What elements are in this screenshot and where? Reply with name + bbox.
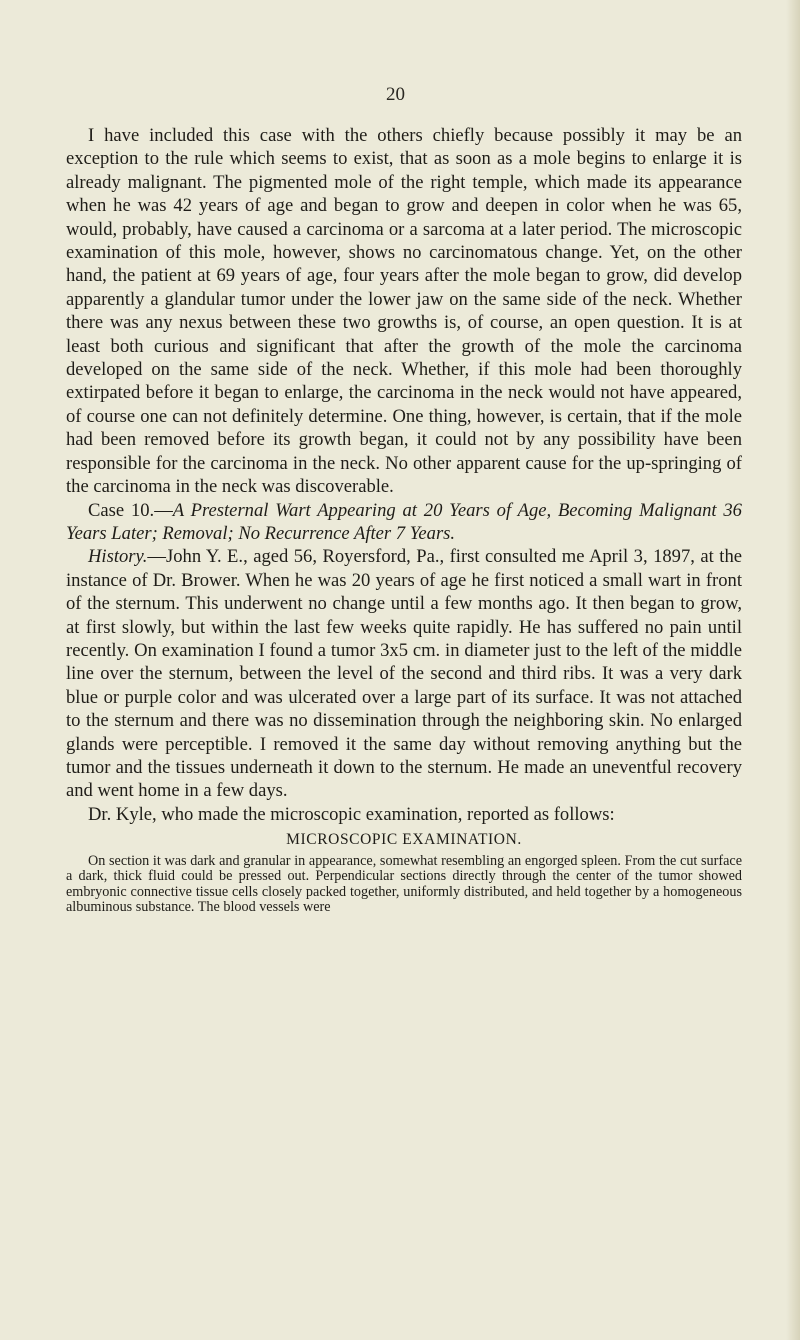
microscopic-text: On section it was dark and granular in appearance, somewhat resembling an engorged spleen. From the cut surface a dark, thick fluid could be pressed out. Perpendicular sections directly through the center of the tumor showed embryonic connective tissue cells closely packed together, uniformly distributed, and held together by a homogeneous albuminous substance. The blood vessels were bbox=[66, 852, 742, 916]
history-label: History. bbox=[88, 546, 148, 568]
history-paragraph bbox=[66, 545, 742, 802]
case-label: Case 10.— bbox=[88, 499, 173, 521]
case-heading bbox=[66, 499, 742, 546]
page-number: 20 bbox=[386, 84, 405, 105]
microscopic-heading: MICROSCOPIC EXAMINATION. bbox=[286, 831, 522, 849]
body-text bbox=[66, 124, 742, 916]
kyle-paragraph: Dr. Kyle, who made the microscopic examination, reported as follows: bbox=[88, 803, 615, 825]
history-text: —John Y. E., aged 56, Royersford, Pa., first consulted me April 3, 1897, at the instance of Dr. Brower. When he was 20 years of age he first noticed a small wart in front of the sternum. This underwent no change until a few months ago. It then began to grow, at first slowly, but within the last few weeks quite rapidly. He has suffered no pain until recently. On examination I found a tumor 3x5 cm. in diameter just to the left of the middle line over the sternum, between the level of the second and third ribs. It was a very dark blue or purple color and was ulcerated over a large part of its surface. It was not attached to the sternum and there was no dissemination through the neighboring skin. No enlarged glands were perceptible. I removed it the same day without removing anything but the tumor and the tissues underneath it down to the sternum. He made an uneventful recovery and went home in a few days. bbox=[66, 546, 742, 802]
case-title: A Presternal Wart Appearing at 20 Years of Age, Becoming Malignant 36 Years Later; Removal; No Recurrence After 7 Years. bbox=[66, 499, 742, 544]
intro-paragraph: I have included this case with the others chiefly because possibly it may be an exception to the rule which seems to exist, that as soon as a mole begins to enlarge it is already malignant. The pigmented mole of the right temple, which made its appearance when he was 42 years of age and began to grow and deepen in color when he was 65, would, probably, have caused a carcinoma or a sarcoma at a later period. The microscopic examination of this mole, however, shows no carcinomatous change. Yet, on the other hand, the patient at 69 years of age, four years after the mole began to grow, did develop apparently a glandular tumor under the lower jaw on the same side of the neck. Whether there was any nexus between these two growths is, of course, an open question. It is at least both curious and significant that after the growth of the mole the carcinoma developed on the same side of the neck. Whether, if this mole had been thoroughly extirpated before it began to enlarge, the carcinoma in the neck would not have appeared, of course one can not definitely determine. One thing, however, is certain, that if the mole had been removed before its growth began, it could not by any possibility have been responsible for the carcinoma in the neck. No other apparent cause for the up-springing of the carcinoma in the neck was discoverable. bbox=[66, 125, 742, 498]
page-edge-shadow bbox=[786, 0, 800, 1340]
